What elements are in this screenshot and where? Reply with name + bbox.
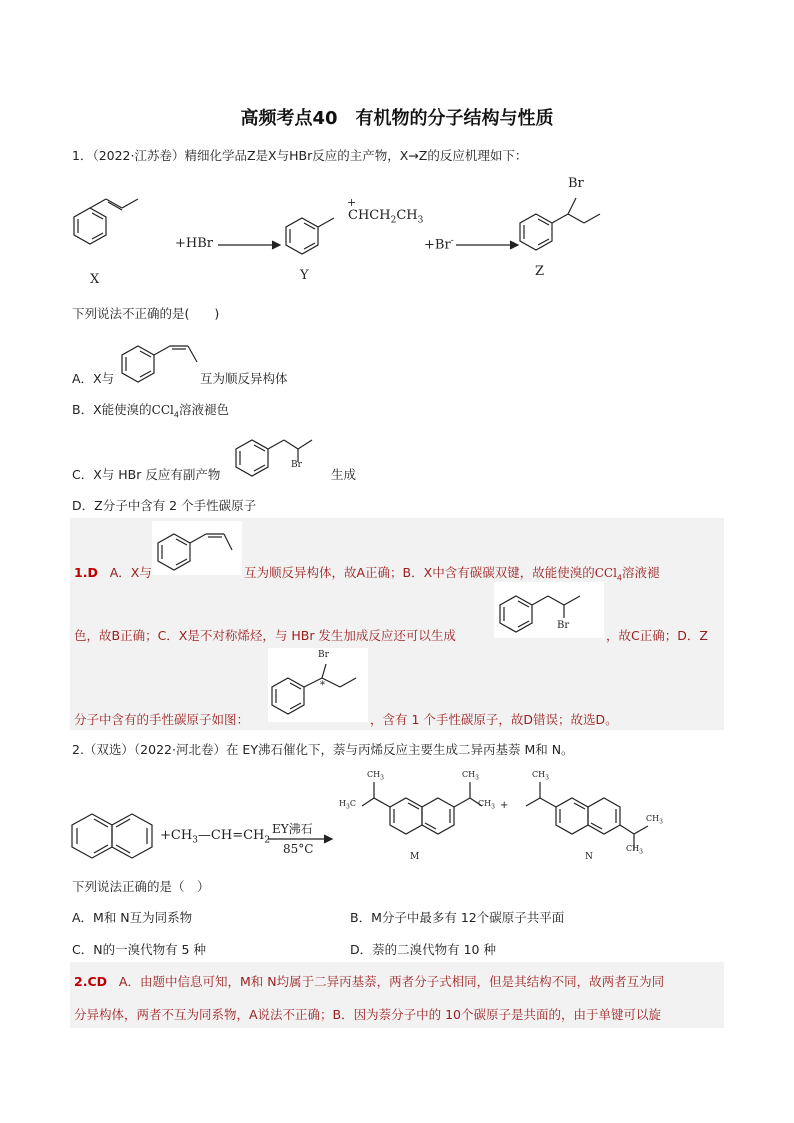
page-title: 高频考点40 有机物的分子结构与性质 [240, 108, 554, 129]
q1-label-y: Y [300, 268, 309, 283]
q1-answer-line-3: 分子中含有的手性碳原子如图： [74, 712, 250, 727]
q1-z-br: Br [568, 176, 584, 191]
q1-label-z: Z [535, 264, 545, 279]
q2-answer-line-2: 分异构体，两者不互为同系物，A说法不正确；B．因为萘分子中的 10个碳原子是共面的，由于单键可以旋 [74, 1007, 662, 1022]
q2-answer-line-1: 2.CD A．由题中信息可知，M和 N均属于二异丙基萘，两者分子式相同，但是其结构不同，故两者互为同 [74, 974, 665, 989]
q1-answer-line-1: 1.D A．X与 [74, 565, 152, 580]
q1-scheme-x-molecule [70, 190, 140, 270]
q2-option-b[interactable]: B．M分子中最多有 12个碳原子共平面 [350, 910, 565, 925]
q1-answer-line-2b: ，故C正确；D．Z [606, 628, 708, 643]
q1-option-c-br: Br [291, 460, 302, 470]
q2-n-ch3-bottom: $CH_3$ [626, 844, 643, 856]
q1-answer-molecule-3 [270, 650, 366, 720]
q2-stem: 2.（双选）（2022·河北卷）在 EY沸石催化下，萘与丙烯反应主要生成二异丙基萘 M和 N。 [72, 742, 574, 757]
q1-y-plus: + [347, 196, 357, 209]
q2-m-ch3-right: $CH_3$ [478, 799, 495, 811]
q1-answer-line-3b: ，含有 1 个手性碳原子，故D错误；故选D。 [370, 712, 618, 727]
q1-answer-line-2: 色，故B正确；C．X是不对称烯烃，与 HBr 发生加成反应还可以生成 [74, 628, 456, 643]
q1-answer-molecule-2 [496, 584, 600, 638]
arrow-icon [456, 240, 520, 250]
q1-label-x: X [90, 272, 100, 287]
q1-option-a[interactable]: A．X与 [72, 371, 115, 386]
q2-plus: + [500, 800, 509, 811]
q1-option-b[interactable]: B．X能使溴的CCl$_4$溶液褪色 [72, 402, 229, 420]
q2-m-ch3-top-right: $CH_3$ [462, 770, 479, 782]
q1-answer-molecule-2-br: Br [557, 620, 570, 631]
q2-naphthalene-molecule [70, 808, 160, 864]
q2-m-ch3-top-left: $CH_3$ [367, 770, 384, 782]
q2-ask: 下列说法正确的是（ ） [72, 879, 210, 894]
chiral-star-icon: * [320, 680, 325, 691]
q1-scheme-z-molecule [516, 190, 626, 270]
q1-option-a-text: 互为顺反异构体 [200, 371, 288, 386]
q1-stem: 1．（2022·江苏卷）精细化学品Z是X与HBr反应的主产物，X→Z的反应机理如下： [72, 148, 528, 163]
q1-option-c[interactable]: C．X与 HBr 反应有副产物 [72, 467, 221, 482]
q2-m-h3c-left: $H_3C$ [339, 799, 356, 811]
q2-label-m: M [410, 852, 420, 862]
q2-reagent: $+CH_3—CH=CH_2$ [160, 828, 271, 846]
q1-ask: 下列说法不正确的是( ) [72, 306, 220, 321]
q2-option-c[interactable]: C．N的一溴代物有 5 种 [72, 942, 206, 957]
q2-option-d[interactable]: D．萘的二溴代物有 10 种 [350, 942, 496, 957]
q1-answer-line-1b: 互为顺反异构体，故A正确；B．X中含有碳碳双键，故能使溴的CCl$_4$溶液褪 [244, 565, 660, 583]
q2-catalyst: EY沸石 [272, 822, 313, 836]
q2-molecule-m [360, 772, 490, 852]
q1-option-c-text: 生成 [331, 467, 357, 482]
arrow-icon [218, 240, 282, 250]
q1-option-c-molecule [232, 426, 328, 482]
q2-temperature: 85°C [283, 842, 314, 856]
q1-scheme-y-molecule [282, 200, 352, 270]
q1-option-a-molecule [118, 334, 198, 388]
q1-answer-molecule-3-br: Br [318, 650, 329, 660]
q1-y-group: $CHCH_2CH_3$ [348, 208, 424, 226]
q2-n-ch3-top: $CH_3$ [532, 770, 549, 782]
q2-n-ch3-right: $CH_3$ [646, 814, 663, 826]
q2-label-n: N [585, 852, 593, 862]
q2-option-a[interactable]: A．M和 N互为同系物 [72, 910, 193, 925]
q1-reagent-hbr: +HBr [175, 236, 213, 251]
q1-option-d[interactable]: D．Z分子中含有 2 个手性碳原子 [72, 498, 257, 513]
q1-reagent-br: +Br- [424, 236, 454, 253]
q1-answer-molecule-1 [154, 524, 240, 574]
